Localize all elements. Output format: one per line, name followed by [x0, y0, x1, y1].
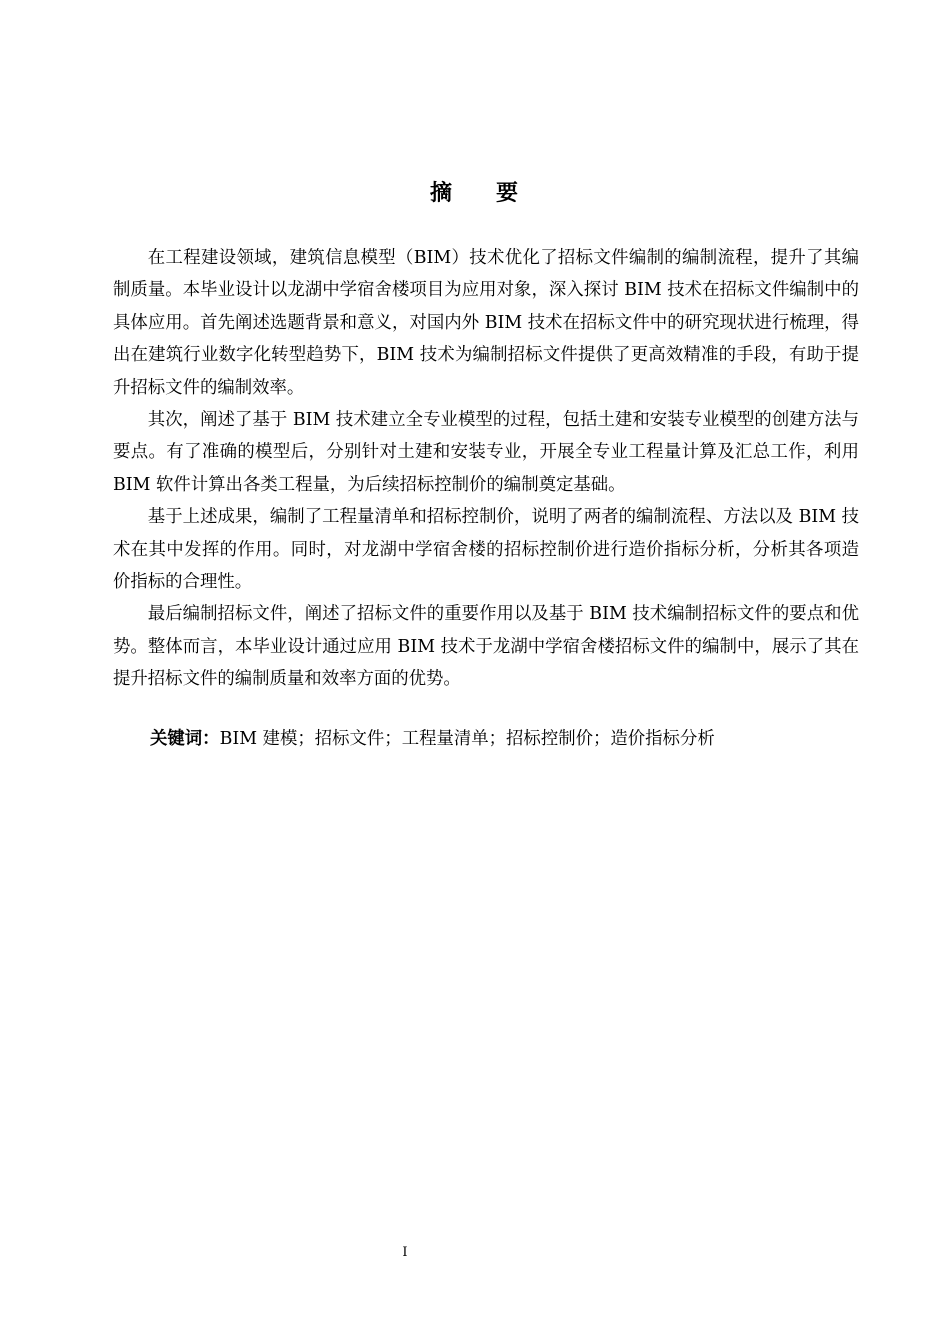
keywords-line — [150, 723, 860, 755]
abstract-paragraph-1: 在工程建设领域，建筑信息模型（BIM）技术优化了招标文件编制的编制流程，提升了其编制质量。本毕业设计以龙湖中学宿舍楼项目为应用对象，深入探讨 BIM 技术在招标文件编制中的具体应用。首先阐述选题背景和意义，对国内外 BIM 技术在招标文件中的研究现状进行梳理，得出在建筑行业数字化转型趋势下，BIM 技术为编制招标文件提供了更高效精准的手段，有助于提升招标文件的编制效率。 — [113, 248, 859, 398]
keywords-label: 关键词： — [150, 729, 220, 749]
abstract-title-char-1: 摘 — [429, 181, 454, 206]
keywords-text: BIM 建模；招标文件；工程量清单；招标控制价；造价指标分析 — [219, 729, 715, 749]
abstract-paragraph-2: 其次，阐述了基于 BIM 技术建立全专业模型的过程，包括土建和安装专业模型的创建方法与要点。有了准确的模型后，分别针对土建和安装专业，开展全专业工程量计算及汇总工作，利用 BIM 软件计算出各类工程量，为后续招标控制价的编制奠定基础。 — [113, 410, 859, 495]
page-number: I — [402, 1245, 408, 1260]
abstract-title-char-2: 要 — [496, 181, 521, 206]
abstract-paragraph-3: 基于上述成果，编制了工程量清单和招标控制价，说明了两者的编制流程、方法以及 BIM 技术在其中发挥的作用。同时，对龙湖中学宿舍楼的招标控制价进行造价指标分析，分析其各项造价指标的合理性。 — [113, 507, 859, 593]
abstract-body — [113, 242, 859, 696]
abstract-paragraph-4: 最后编制招标文件，阐述了招标文件的重要作用以及基于 BIM 技术编制招标文件的要点和优势。整体而言，本毕业设计通过应用 BIM 技术于龙湖中学宿舍楼招标文件的编制中，展示了其在提升招标文件的编制质量和效率方面的优势。 — [113, 604, 859, 690]
abstract-title — [0, 178, 950, 210]
